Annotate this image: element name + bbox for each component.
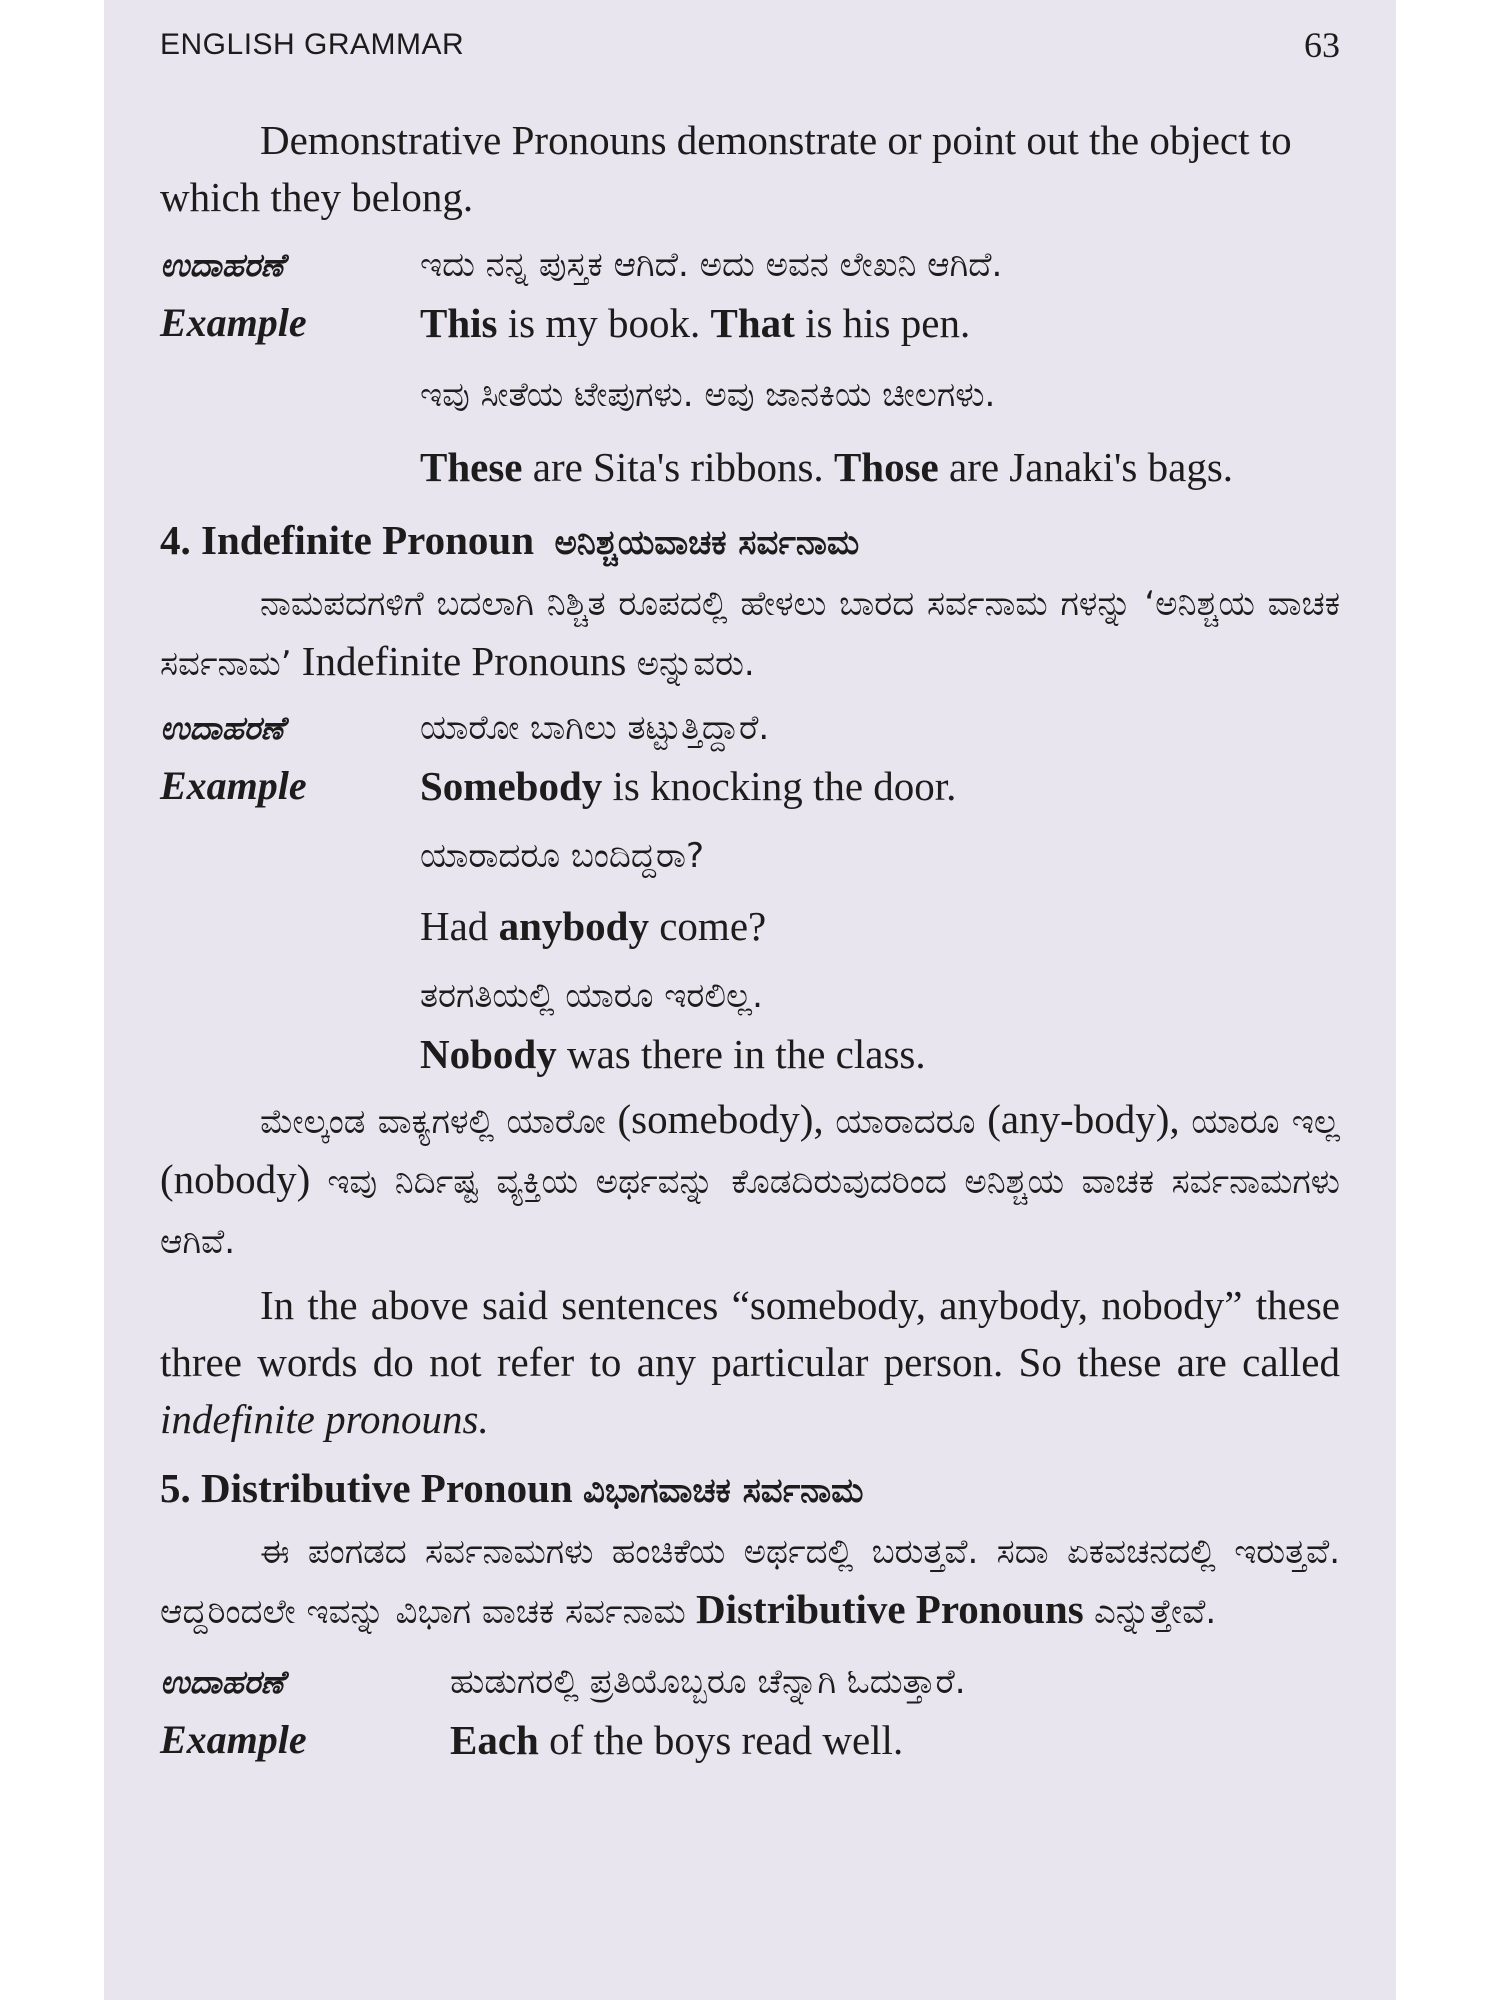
example-label-kannada: ಉದಾಹರಣೆ [160,709,285,747]
english-sentence: These are Sita's ribbons. Those are Janaki's bags. [420,444,1234,490]
kannada-sentence: ಯಾರಾದರೂ ಬಂದಿದ್ದರಾ? [420,836,704,876]
example-label-english: Example [160,763,307,808]
english-sentence: Each of the boys read well. [450,1717,904,1763]
example-row [160,827,1340,885]
example-row [160,897,1340,955]
kannada-sentence: ಹುಡುಗರಲ್ಲಿ ಪ್ರತಿಯೊಬ್ಬರೂ ಚೆನ್ನಾಗಿ ಓದುತ್ತಾರೆ. [450,1662,966,1702]
example-row [160,699,1340,757]
section-heading-indefinite: 4. Indefinite Pronoun ಅನಿಶ್ಚಯವಾಚಕ ಸರ್ವನಾಮ [160,517,860,563]
example-row [160,1711,1340,1769]
kannada-sentence: ಇದು ನನ್ನ ಪುಸ್ತಕ ಆಗಿದೆ. ಅದು ಅವನ ಲೇಖನಿ ಆಗಿದೆ. [420,245,1003,285]
distributive-definition: ಈ ಪಂಗಡದ ಸರ್ವನಾಮಗಳು ಹಂಚಿಕೆಯ ಅರ್ಥದಲ್ಲಿ ಬರುತ್ತವೆ. ಸದಾ ಏಕವಚನದಲ್ಲಿ ಇರುತ್ತವೆ. ಆದ್ದರಿಂದಲೇ ಇವನ್ನು ವಿಭಾಗ ವಾಚಕ ಸರ್ವನಾಮ Distributive Pronouns ಎನ್ನುತ್ತೇವೆ. [160,1532,1340,1632]
example-row [160,1025,1340,1083]
book-title: ENGLISH GRAMMAR [160,28,465,61]
example-row [160,294,1340,352]
example-row [160,366,1340,424]
page-header [160,24,1340,64]
english-sentence: Nobody was there in the class. [420,1031,926,1077]
book-page [104,0,1396,2000]
english-sentence: Somebody is knocking the door. [420,763,957,809]
section-heading-distributive: 5. Distributive Pronoun ವಿಭಾಗವಾಚಕ ಸರ್ವನಾಮ [160,1465,864,1511]
english-sentence: This is my book. That is his pen. [420,300,971,346]
indefinite-explanation-kannada: ಮೇಲ್ಕಂಡ ವಾಕ್ಯಗಳಲ್ಲಿ ಯಾರೋ (somebody), ಯಾರಾದರೂ (any-body), ಯಾರೂ ಇಲ್ಲ (nobody) ಇವು ನಿರ್ದಿಷ್ಟ ವ್ಯಕ್ತಿಯ ಅರ್ಥವನ್ನು ಕೊಡದಿರುವುದರಿಂದ ಅನಿಶ್ಚಯ ವಾಚಕ ಸರ್ವನಾಮಗಳು ಆಗಿವೆ. [160,1096,1340,1262]
example-row [160,236,1340,294]
page-content [160,112,1340,1769]
example-label-english: Example [160,1717,307,1762]
example-label-kannada: ಉದಾಹರಣೆ [160,1663,285,1701]
page-number: 63 [1304,25,1340,65]
demonstrative-intro: Demonstrative Pronouns demonstrate or point out the object to which they belong. [160,117,1292,220]
example-row [160,438,1340,496]
indefinite-summary: In the above said sentences “somebody, anybody, nobody” these three words do not refer to any particular person. So these are called indefinite pronouns. [160,1282,1340,1442]
indefinite-definition: ನಾಮಪದಗಳಿಗೆ ಬದಲಾಗಿ ನಿಶ್ಚಿತ ರೂಪದಲ್ಲಿ ಹೇಳಲು ಬಾರದ ಸರ್ವನಾಮ ಗಳನ್ನು ‘ಅನಿಶ್ಚಯ ವಾಚಕ ಸರ್ವನಾಮ’ Indefinite Pronouns ಅನ್ನುವರು. [160,584,1340,684]
example-row [160,967,1340,1025]
kannada-sentence: ಯಾರೋ ಬಾಗಿಲು ತಟ್ಟುತ್ತಿದ್ದಾರೆ. [420,708,770,748]
example-label-kannada: ಉದಾಹರಣೆ [160,246,285,284]
example-row [160,757,1340,815]
english-sentence: Had anybody come? [420,903,767,949]
example-row [160,1653,1340,1711]
kannada-sentence: ಇವು ಸೀತೆಯ ಟೇಪುಗಳು. ಅವು ಜಾನಕಿಯ ಚೀಲಗಳು. [420,375,996,415]
example-label-english: Example [160,300,307,345]
kannada-sentence: ತರಗತಿಯಲ್ಲಿ ಯಾರೂ ಇರಲಿಲ್ಲ. [420,976,763,1016]
